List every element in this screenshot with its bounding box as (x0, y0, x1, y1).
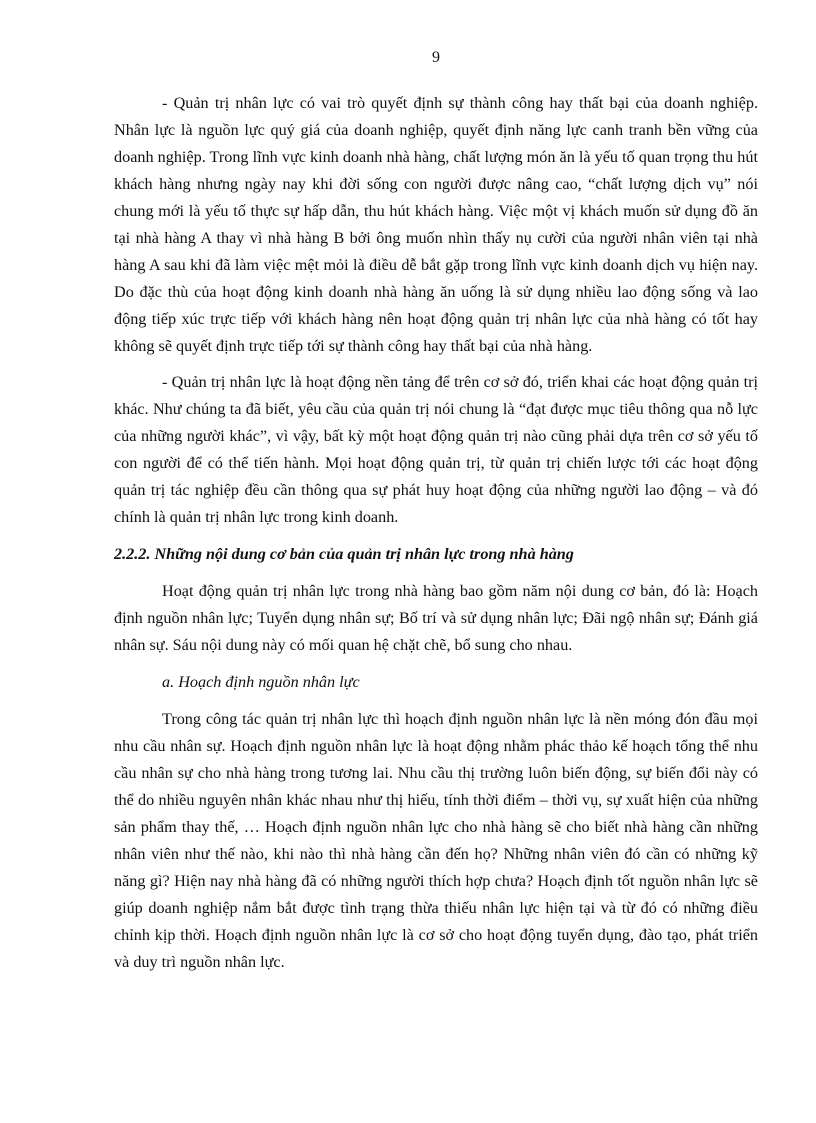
paragraph-subsection-body: Trong công tác quản trị nhân lực thì hoạch định nguồn nhân lực là nền móng đón đầu mọi nhu cầu nhân sự. Hoạch định nguồn nhân lực là hoạt động nhằm phác thảo kế hoạch tổng thể nhu cầu nhân sự cho nhà hàng trong tương lai. Nhu cầu thị trường luôn biến động, sự biến đổi này có thể do nhiều nguyên nhân khác nhau như thị hiếu, tính thời điểm – thời vụ, sự xuất hiện của những sản phẩm thay thế, … Hoạch định nguồn nhân lực cho nhà hàng sẽ cho biết nhà hàng cần những nhân viên như thế nào, khi nào thì nhà hàng cần đến họ? Những nhân viên đó cần có những kỹ năng gì? Hiện nay nhà hàng đã có những người thích hợp chưa? Hoạch định tốt nguồn nhân lực sẽ giúp doanh nghiệp nắm bắt được tình trạng thừa thiếu nhân lực hiện tại và từ đó có những điều chỉnh kịp thời. Hoạch định nguồn nhân lực là cơ sở cho hoạt động tuyển dụng, đào tạo, phát triển và duy trì nguồn nhân lực. (114, 710, 758, 971)
paragraph-role-foundation: - Quản trị nhân lực là hoạt động nền tảng để trên cơ sở đó, triển khai các hoạt động quản trị khác. Như chúng ta đã biết, yêu cầu của quản trị nói chung là “đạt được mục tiêu thông qua nỗ lực của những người khác”, vì vậy, bất kỳ một hoạt động quản trị nào cũng phải dựa trên cơ sở yếu tố con người để có thể tiến hành. Mọi hoạt động quản trị, từ quản trị chiến lược tới các hoạt động quản trị tác nghiệp đều cần thông qua sự phát huy hoạt động của những người lao động – và đó chính là quản trị nhân lực trong kinh doanh. (114, 373, 758, 526)
paragraph-role-success: - Quản trị nhân lực có vai trò quyết định sự thành công hay thất bại của doanh nghiệp. Nhân lực là nguồn lực quý giá của doanh nghiệp, quyết định năng lực canh tranh bền vững của doanh nghiệp. Trong lĩnh vực kinh doanh nhà hàng, chất lượng món ăn là yếu tố quan trọng thu hút khách hàng nhưng ngày nay khi đời sống con người được nâng cao, “chất lượng dịch vụ” nói chung mới là yếu tố thực sự hấp dẫn, thu hút khách hàng. Việc một vị khách muốn sử dụng đồ ăn tại nhà hàng A thay vì nhà hàng B bởi ông muốn nhìn thấy nụ cười của người nhân viên tại nhà hàng A sau khi đã làm việc mệt mỏi là điều dễ bắt gặp trong lĩnh vực kinh doanh dịch vụ hiện nay. Do đặc thù của hoạt động kinh doanh nhà hàng ăn uống là sử dụng nhiều lao động sống và lao động tiếp xúc trực tiếp với khách hàng nên hoạt động quản trị nhân lực của nhà hàng có tốt hay không sẽ quyết định trực tiếp tới sự thành công hay thất bại của nhà hàng. (114, 94, 758, 355)
page-number: 9 (432, 49, 440, 66)
document-page (114, 48, 758, 976)
subsection-heading: a. Hoạch định nguồn nhân lực (162, 673, 360, 691)
section-heading: 2.2.2. Những nội dung cơ bản của quản trị nhân lực trong nhà hàng (114, 545, 574, 563)
paragraph-section-intro: Hoạt động quản trị nhân lực trong nhà hàng bao gồm năm nội dung cơ bản, đó là: Hoạch định nguồn nhân lực; Tuyển dụng nhân sự; Bố trí và sử dụng nhân lực; Đãi ngộ nhân sự; Đánh giá nhân sự. Sáu nội dung này có mối quan hệ chặt chẽ, bổ sung cho nhau. (114, 582, 758, 654)
